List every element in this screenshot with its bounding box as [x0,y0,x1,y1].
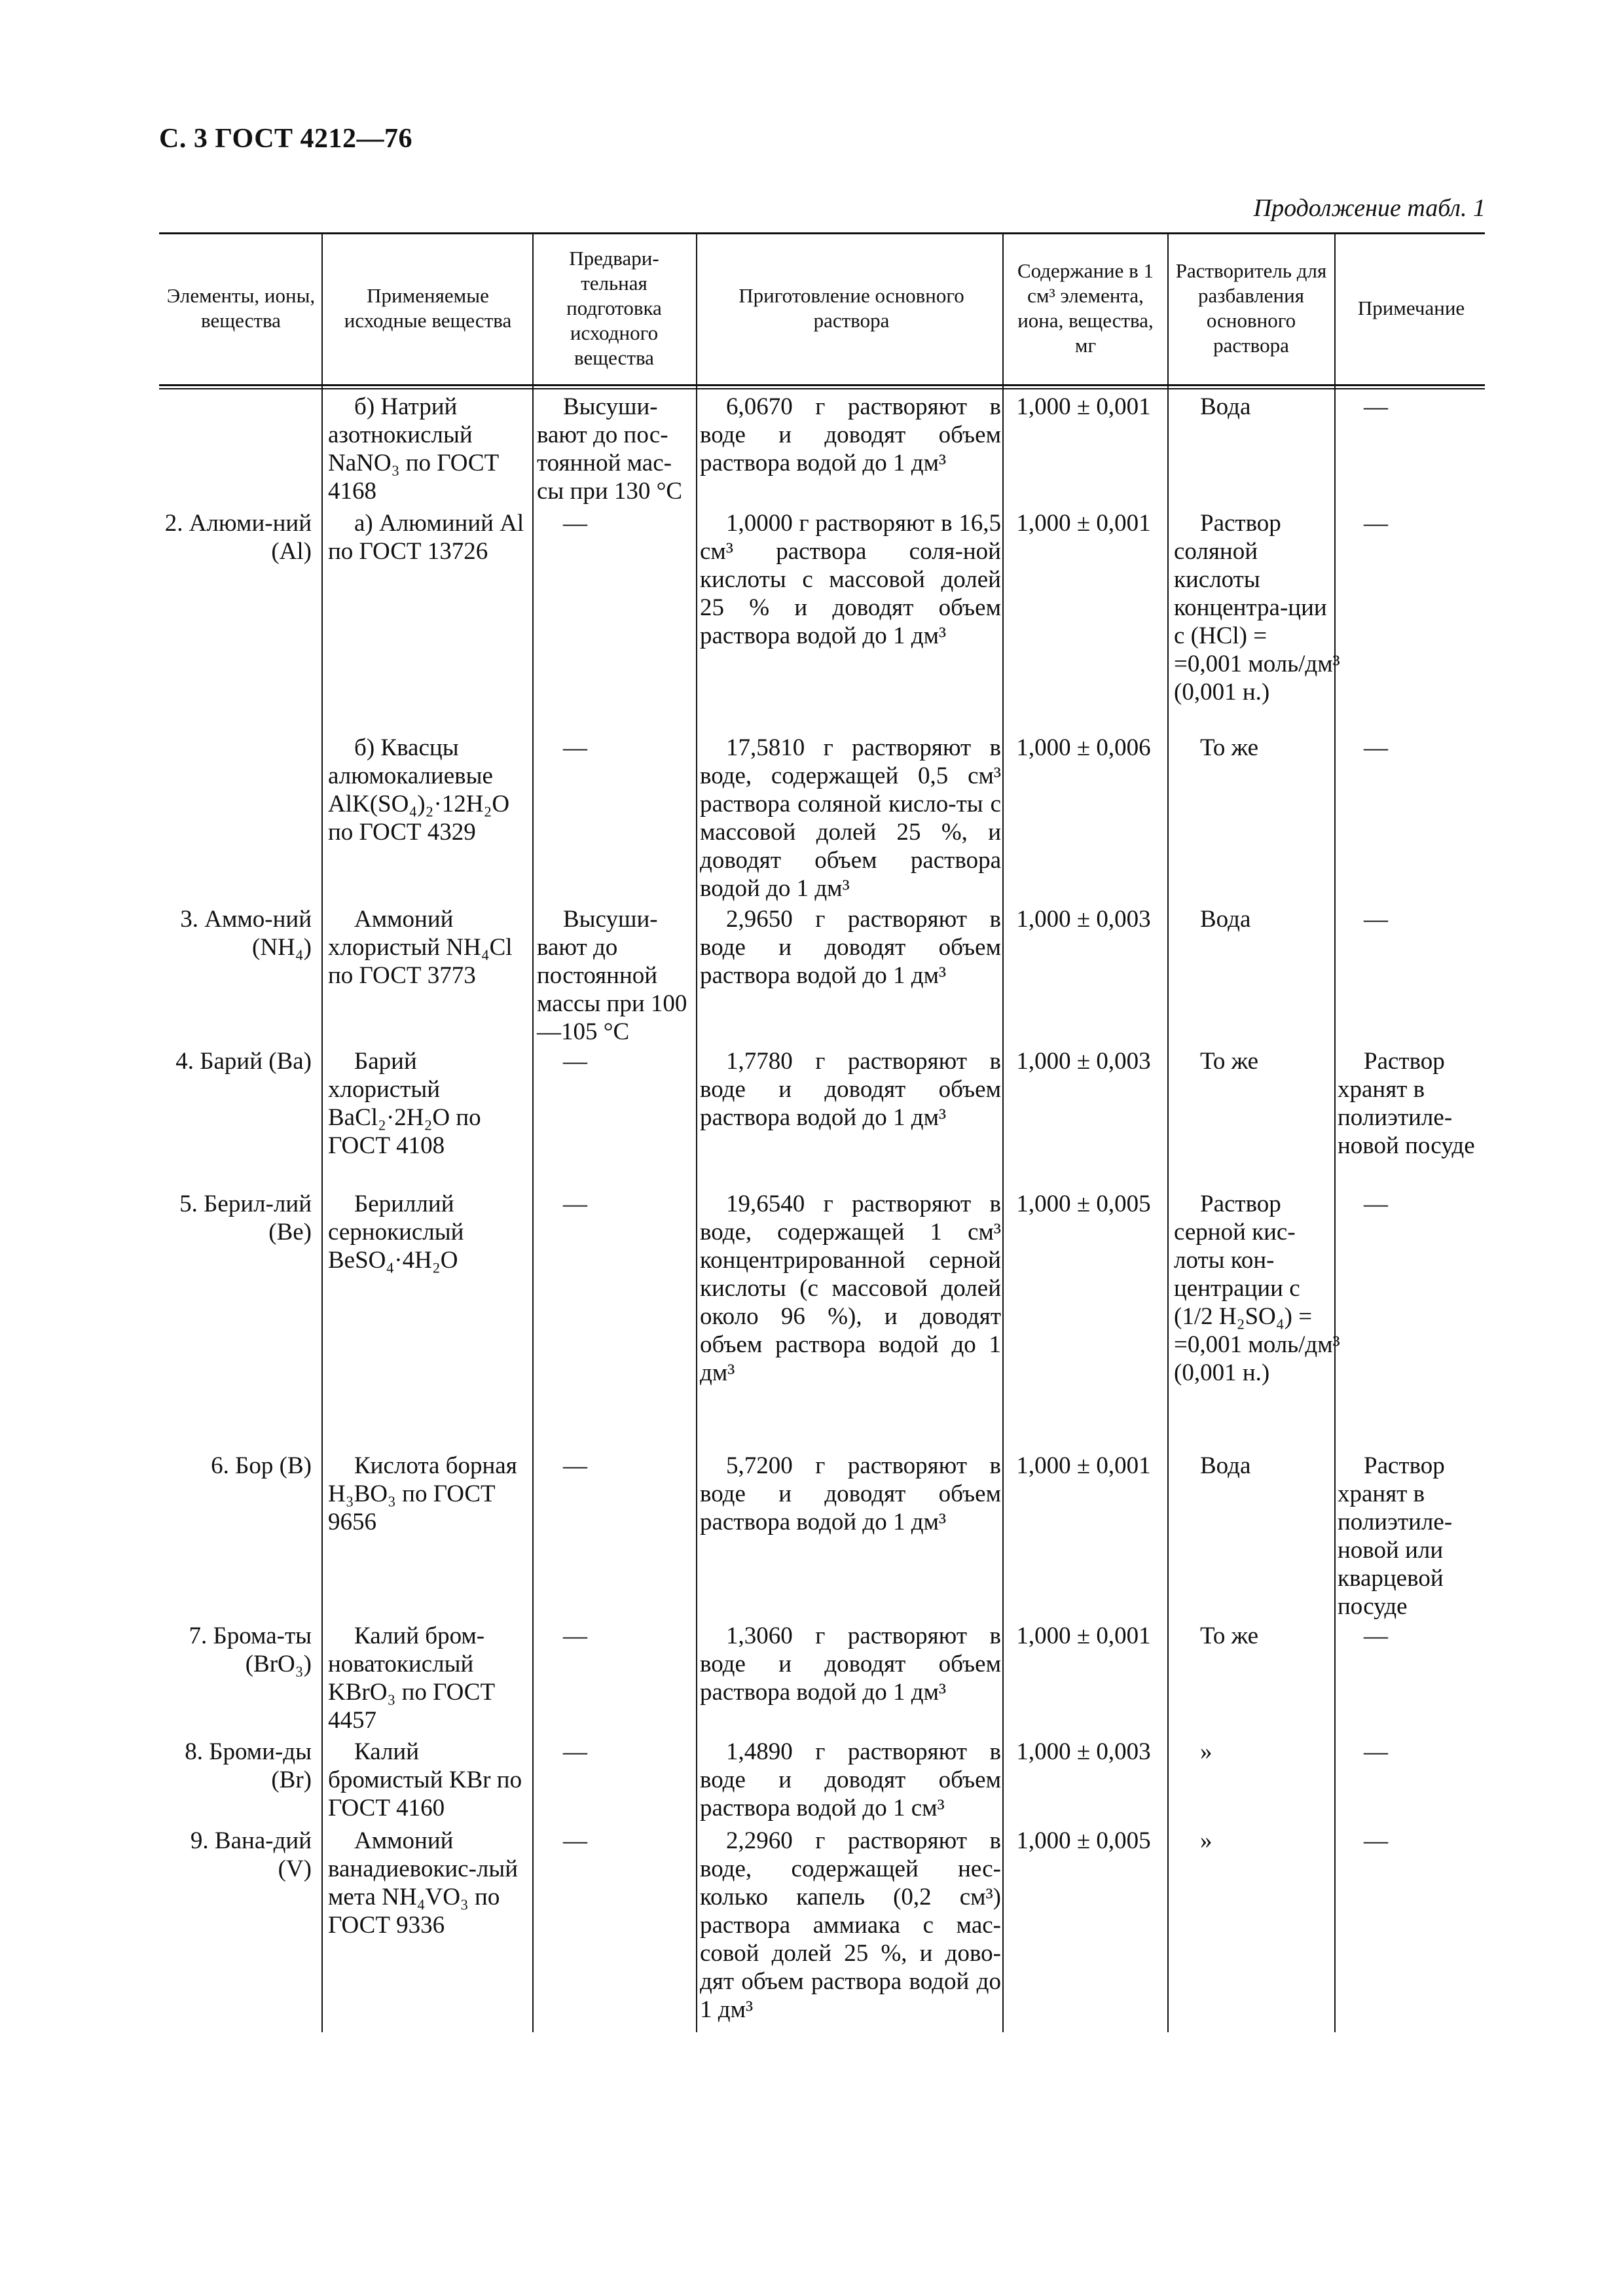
table-header-rule [159,384,1485,386]
column-header: Предвари-тельная подготовка исходного вещества [566,247,662,369]
cell-prep: — [563,734,587,761]
cell-note: — [1364,510,1388,537]
column-header: Растворитель для разбавления основного раствора [1175,259,1327,357]
cell-note: Раствор хранят в полиэтиле-новой посуде [1338,1048,1475,1159]
cell-solution: 19,6540 г растворяют в воде, содержащей 1 см³ концентрированной серной кислоты (с массовой долей около 96 %), и доводят объем раствора водой до 1 дм³ [700,1191,1001,1386]
cell-note: — [1364,1738,1388,1765]
cell-prep: — [563,1452,587,1479]
cell-solvent: Раствор серной кис-лоты кон-центрации c (1/2 H₂SO₄) = =0,001 моль/дм³ (0,001 н.) [1174,1191,1340,1386]
column-header: Содержание в 1 см³ элемента, иона, вещества, мг [1017,259,1154,357]
column-header: Элементы, ионы, вещества [166,284,316,332]
cell-substance: б) Квасцы алюмокалиевые AlK(SO₄)₂·12H₂O по ГОСТ 4329 [328,734,510,846]
cell-note: — [1364,393,1388,420]
cell-note: — [1364,1623,1388,1649]
cell-solvent: » [1200,1827,1213,1854]
cell-note: — [1364,906,1388,933]
column-divider [1002,232,1004,2032]
cell-note: — [1364,1191,1388,1217]
cell-substance: Калий бром-новатокислый KBrO₃ по ГОСТ 4457 [328,1623,496,1734]
cell-prep: — [563,510,587,537]
cell-content: 1,000 ± 0,001 [1016,1623,1151,1649]
cell-substance: б) Натрий азотнокислый NaNO₃ по ГОСТ 4168 [328,393,500,505]
cell-solvent: То же [1200,1623,1259,1649]
continuation-caption: Продолжение табл. 1 [1253,194,1486,222]
cell-note: — [1364,1827,1388,1854]
cell-content: 1,000 ± 0,003 [1016,1738,1151,1765]
column-header: Приготовление основного раствора [739,284,964,332]
cell-prep: — [563,1048,587,1075]
cell-solution: 2,9650 г растворяют в воде и доводят объем раствора водой до 1 дм³ [700,906,1001,989]
cell-solution: 6,0670 г растворяют в воде и доводят объем раствора водой до 1 дм³ [700,393,1001,476]
table-header-rule-2 [159,388,1485,389]
cell-element: 6. Бор (B) [211,1452,312,1479]
cell-content: 1,000 ± 0,005 [1016,1191,1151,1217]
cell-content: 1,000 ± 0,003 [1016,1048,1151,1075]
cell-solvent: Вода [1200,1452,1251,1479]
cell-solution: 17,5810 г растворяют в воде, содержащей 0,5 см³ раствора соляной кисло-ты с массовой долей 25 %, и доводят объем раствора водой до 1 дм³ [700,734,1001,902]
cell-substance: Барий хлористый BaCl₂·2H₂O по ГОСТ 4108 [328,1048,481,1159]
column-divider [696,232,697,2032]
cell-element: 7. Брома-ты (BrO₃) [189,1623,312,1677]
cell-note: Раствор хранят в полиэтиле-новой или кварцевой посуде [1338,1452,1453,1620]
cell-prep: Высуши-вают до постоянной массы при 100—105 °С [537,906,687,1045]
reagent-table [159,232,1485,2032]
cell-element: 9. Вана-дий (V) [190,1827,312,1882]
cell-solvent: Раствор соляной кислоты концентра-ции c (HCl) = =0,001 моль/дм³ (0,001 н.) [1174,510,1340,706]
cell-substance: Калий бромистый KBr по ГОСТ 4160 [328,1738,522,1821]
cell-content: 1,000 ± 0,005 [1016,1827,1151,1854]
column-divider [1167,232,1169,2032]
cell-element: 8. Броми-ды (Br) [185,1738,312,1793]
column-header: Применяемые исходные вещества [344,284,512,332]
cell-solvent: Вода [1200,906,1251,933]
cell-solution: 5,7200 г растворяют в воде и доводят объем раствора водой до 1 дм³ [700,1452,1001,1535]
cell-content: 1,000 ± 0,001 [1016,510,1151,537]
cell-content: 1,000 ± 0,003 [1016,906,1151,933]
cell-substance: Кислота борная H₃BO₃ по ГОСТ 9656 [328,1452,517,1535]
cell-prep: — [563,1738,587,1765]
cell-content: 1,000 ± 0,001 [1016,393,1151,420]
cell-solution: 1,3060 г растворяют в воде и доводят объем раствора водой до 1 дм³ [700,1623,1001,1706]
column-header: Примечание [1357,296,1465,319]
cell-substance: а) Алюминий Al по ГОСТ 13726 [328,510,524,565]
cell-substance: Аммоний ванадиевокис-лый мета NH₄VO₃ по ГОСТ 9336 [328,1827,519,1939]
cell-solution: 2,2960 г растворяют в воде, содержащей нес-колько капель (0,2 см³) раствора аммиака с мас-совой долей 25 %, и дово-дят объем раствора водой до 1 дм³ [700,1827,1001,2023]
cell-solution: 1,7780 г растворяют в воде и доводят объем раствора водой до 1 дм³ [700,1048,1001,1131]
cell-solvent: Вода [1200,393,1251,420]
cell-note: — [1364,734,1388,761]
cell-solvent: То же [1200,1048,1259,1075]
cell-prep: Высуши-вают до пос-тоянной мас-сы при 130 °С [537,393,683,505]
cell-solvent: » [1200,1738,1213,1765]
column-divider [321,232,323,2032]
column-divider [532,232,534,2032]
cell-solution: 1,4890 г растворяют в воде и доводят объем раствора водой до 1 см³ [700,1738,1001,1821]
cell-prep: — [563,1191,587,1217]
cell-substance: Аммоний хлористый NH₄Cl по ГОСТ 3773 [328,906,513,989]
cell-element: 2. Алюми-ний (Al) [164,510,312,565]
cell-content: 1,000 ± 0,006 [1016,734,1151,761]
page-header: С. 3 ГОСТ 4212—76 [159,124,413,154]
cell-content: 1,000 ± 0,001 [1016,1452,1151,1479]
cell-substance: Бериллий сернокислый BeSO₄·4H₂O [328,1191,464,1274]
cell-element: 5. Берил-лий (Be) [179,1191,312,1246]
cell-prep: — [563,1827,587,1854]
cell-solvent: То же [1200,734,1259,761]
cell-element: 3. Аммо-ний (NH₄) [180,906,312,961]
cell-element: 4. Барий (Ba) [175,1048,312,1075]
cell-prep: — [563,1623,587,1649]
cell-solution: 1,0000 г растворяют в 16,5 см³ раствора соля-ной кислоты с массовой долей 25 % и доводят объем раствора водой до 1 дм³ [700,510,1001,649]
